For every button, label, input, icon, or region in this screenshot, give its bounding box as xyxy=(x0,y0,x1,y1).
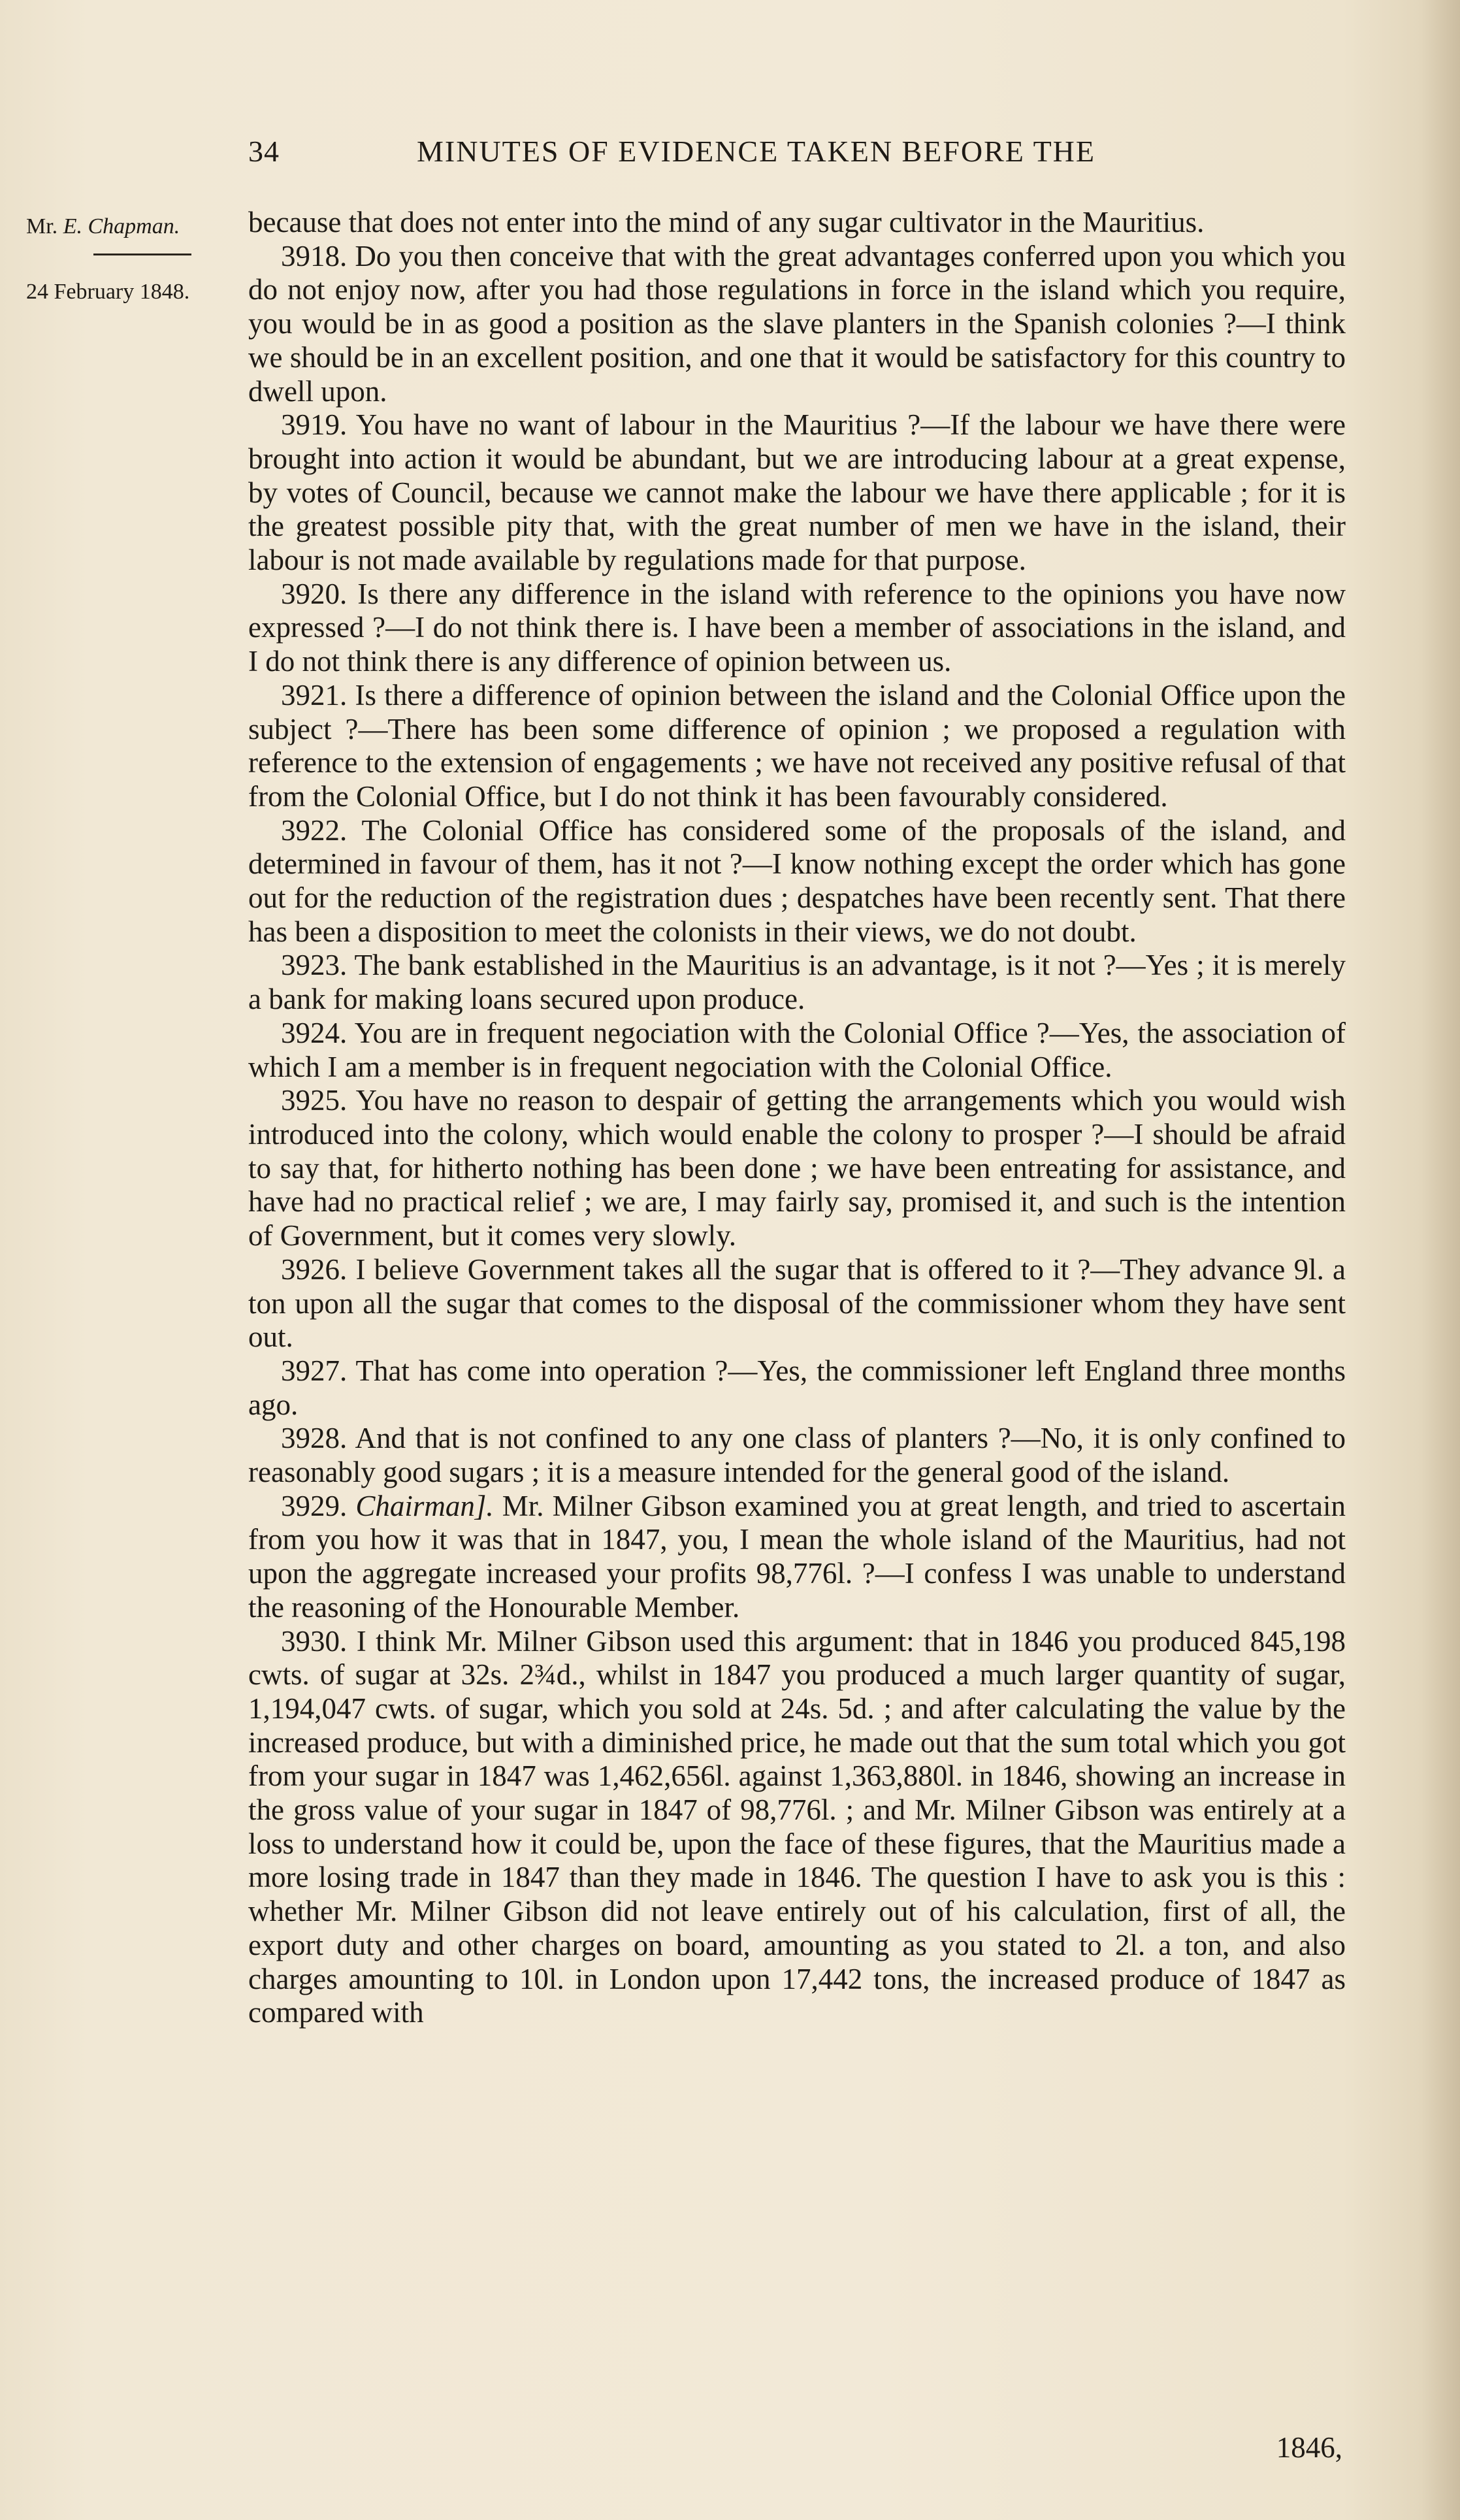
question-3924 xyxy=(248,1017,1346,1084)
question-3922 xyxy=(248,814,1346,949)
catchword: 1846, xyxy=(1276,2431,1342,2464)
running-header xyxy=(248,134,1346,180)
question-text: You are in frequent negociation with the Colonial Office ?—Yes, the association of which I am a member is in frequent negociation with the Colonial Office. xyxy=(248,1016,1346,1083)
question-text: You have no reason to despair of getting the arrangements which you would wish introduced into the colony, which would enable the colony to prosper ?—I should be afraid to say that, for hitherto nothing has been done ; we have been entreating for assistance, and have had no practical relief ; we are, I may fairly say, promised it, and such is the intention of Government, but it comes very slowly. xyxy=(248,1084,1346,1252)
question-number: 3918. xyxy=(281,239,348,272)
margin-rule xyxy=(93,254,191,255)
witness-prefix: Mr. xyxy=(26,214,58,238)
opening-paragraph: because that does not enter into the mind of any sugar cultivator in the Mauritius. xyxy=(248,206,1205,238)
question-text: Do you then conceive that with the great advantages conferred upon you which you do not enjoy now, after you had those regulations in force in the island which you require, you would be in as good a position as the slave planters in the Spanish colonies ?—I think we should be in an excellent position, and one that it would be satisfactory for this country to dwell upon. xyxy=(248,239,1346,408)
margin-witness xyxy=(26,212,245,241)
question-3918 xyxy=(248,240,1346,409)
question-number: 3919. xyxy=(281,408,348,442)
question-text: And that is not confined to any one class of planters ?—No, it is only confined to reasonably good sugars ; it is a measure intended for the general good of the island. xyxy=(248,1422,1346,1489)
question-text: The Colonial Office has considered some of the proposals of the island, and determined in favour of them, has it not ?—I know nothing except the order which has gone out for the reduction of the registration dues ; despatches have been recently sent. That there has been a disposition to meet the colonists in their views, we do not doubt. xyxy=(248,813,1346,948)
question-text: I believe Government takes all the sugar that is offered to it ?—They advance 9l. a ton upon all the sugar that comes to the disposal of the commissioner whom they have sent out. xyxy=(248,1252,1346,1354)
question-text: Is there a difference of opinion between the island and the Colonial Office upon the subject ?—There has been some difference of opinion ; we proposed a regulation with reference to the extension of engagements ; we have not received any positive refusal of that from the Colonial Office, but I do not think it has been favourably considered. xyxy=(248,678,1346,813)
question-text: That has come into operation ?—Yes, the commissioner left England three months ago. xyxy=(248,1354,1346,1421)
question-number: 3930. xyxy=(281,1624,348,1658)
question-number: 3921. xyxy=(281,678,348,712)
page-edge-shadow xyxy=(1421,0,1460,2520)
speaker-label: Chairman]. xyxy=(355,1489,494,1522)
question-text: Is there any difference in the island with reference to the opinions you have now expressed ?—I do not think there is. I have been a member of associations in the island, and I do not think there is any difference of opinion between us. xyxy=(248,577,1346,678)
question-3925 xyxy=(248,1084,1346,1253)
question-number: 3922. xyxy=(281,813,348,847)
margin-date: 24 February 1848. xyxy=(26,280,190,304)
question-number: 3923. xyxy=(281,949,348,982)
question-number: 3928. xyxy=(281,1422,348,1455)
question-text: Mr. Milner Gibson examined you at great length, and tried to ascertain from you how it was that in 1847, you, I mean the whole island of the Mauritius, had not upon the aggregate increased your profits 98,776l. ?—I confess I was unable to understand the reasoning of the Honourable Member. xyxy=(248,1489,1346,1624)
question-3921 xyxy=(248,679,1346,814)
question-3927 xyxy=(248,1354,1346,1422)
question-3929 xyxy=(248,1490,1346,1625)
question-3928 xyxy=(248,1422,1346,1489)
question-number: 3927. xyxy=(281,1354,348,1387)
running-title: MINUTES OF EVIDENCE TAKEN BEFORE THE xyxy=(417,135,1095,168)
question-number: 3929. xyxy=(281,1489,348,1522)
question-number: 3925. xyxy=(281,1084,348,1117)
evidence-text xyxy=(248,206,1346,2030)
question-3920 xyxy=(248,578,1346,679)
witness-name: E. Chapman. xyxy=(63,214,180,238)
question-number: 3920. xyxy=(281,577,348,610)
question-3923 xyxy=(248,949,1346,1016)
question-3930 xyxy=(248,1625,1346,2030)
page-number: 34 xyxy=(248,135,280,168)
question-number: 3924. xyxy=(281,1016,348,1049)
question-3926 xyxy=(248,1253,1346,1354)
question-number: 3926. xyxy=(281,1252,348,1286)
question-text: I think Mr. Milner Gibson used this argument: that in 1846 you produced 845,198 cwts. of sugar at 32s. 2¾d., whilst in 1847 you produced a much larger quantity of sugar, 1,194,047 cwts. of sugar, which you sold at 24s. 5d. ; and after calculating the value by the increased produce, but with a diminished price, he made out that the sum total which you got from your sugar in 1847 was 1,462,656l. against 1,363,880l. in 1846, showing an increase in the gross value of your sugar in 1847 of 98,776l. ; and Mr. Milner Gibson was entirely at a loss to understand how it could be, upon the face of these figures, that the Mauritius made a more losing trade in 1847 than they made in 1846. The question I have to ask you is this : whether Mr. Milner Gibson did not leave entirely out of his calculation, first of all, the export duty and other charges on board, amounting as you stated to 2l. a ton, and also charges amounting to 10l. in London upon 17,442 tons, the increased produce of 1847 as compared with xyxy=(248,1624,1346,2029)
question-3919 xyxy=(248,408,1346,578)
question-text: You have no want of labour in the Mauritius ?—If the labour we have there were brought into action it would be abundant, but we are introducing labour at a great expense, by votes of Council, because we cannot make the labour we have there applicable ; for it is the greatest possible pity that, with the great number of men we have in the island, their labour is not made available by regulations made for that purpose. xyxy=(248,408,1346,577)
question-text: The bank established in the Mauritius is an advantage, is it not ?—Yes ; it is merely a bank for making loans secured upon produce. xyxy=(248,949,1346,1016)
